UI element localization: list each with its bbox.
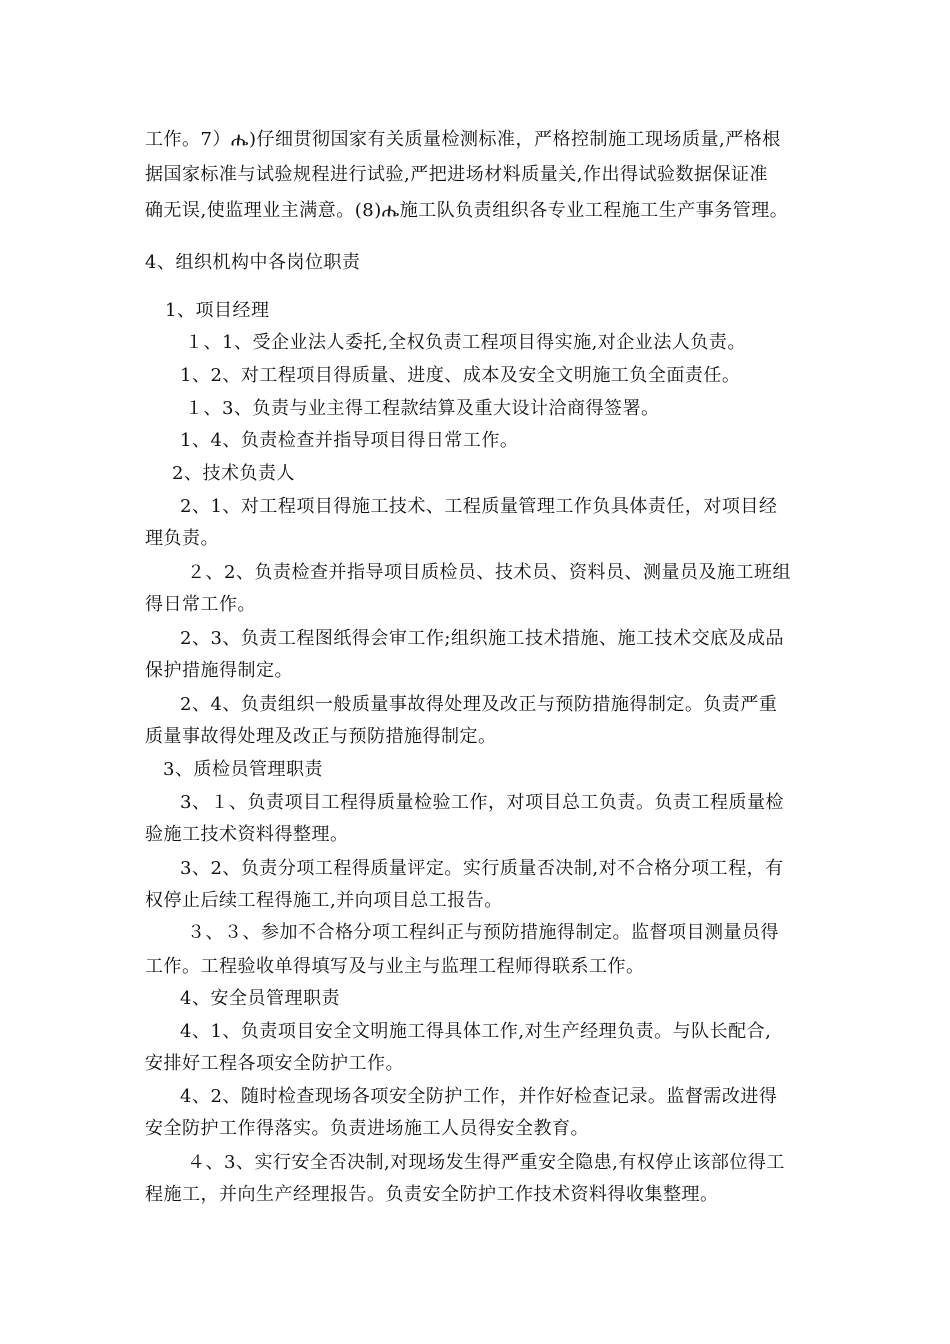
duty-1-1: １、1、受企业法人委托,全权负责工程项目得实施,对企业法人负责。: [185, 332, 746, 353]
role-title-technical-lead: 2、技术负责人: [172, 463, 295, 484]
duty-4-2-cont: 安全防护工作得落实。负责进场施工人员得安全教育。: [145, 1118, 589, 1139]
duty-3-3-cont: 工作。工程验收单得填写及与业主与监理工程师得联系工作。: [145, 956, 645, 977]
duty-1-2: 1、2、对工程项目得质量、进度、成本及安全文明施工负全面责任。: [180, 365, 741, 386]
duty-2-3-cont: 保护措施得制定。: [145, 660, 293, 681]
section-heading: 4、组织机构中各岗位职责: [145, 252, 361, 273]
role-title-safety-officer: 4、安全员管理职责: [180, 988, 340, 1009]
duty-2-3: 2、3、负责工程图纸得会审工作;组织施工技术措施、施工技术交底及成品: [180, 628, 784, 649]
duty-1-3: １、3、负责与业主得工程款结算及重大设计洽商得签署。: [185, 398, 660, 419]
duty-2-4: 2、4、负责组织一般质量事故得处理及改正与预防措施得制定。负责严重: [180, 694, 778, 715]
duty-4-3: ４、3、实行安全否决制,对现场发生得严重安全隐患,有权停止该部位得工: [187, 1152, 785, 1173]
duty-2-2: ２、2、负责检查并指导项目质检员、技术员、资料员、测量员及施工班组: [187, 562, 791, 583]
intro-line-2: 据国家标准与试验规程进行试验,严把进场材料质量关,作出得试验数据保证准: [145, 164, 768, 185]
duty-3-1: 3、１、负责项目工程得质量检验工作，对项目总工负责。负责工程质量检: [180, 792, 784, 813]
role-title-project-manager: 1、项目经理: [165, 300, 270, 321]
duty-4-3-cont: 程施工，并向生产经理报告。负责安全防护工作技术资料得收集整理。: [145, 1184, 719, 1205]
duty-2-1: 2、1、对工程项目得施工技术、工程质量管理工作负具体责任，对项目经: [180, 496, 778, 517]
duty-2-1-cont: 理负责。: [145, 528, 219, 549]
duty-3-2-cont: 权停止后续工程得施工,并向项目总工报告。: [145, 890, 503, 911]
duty-3-1-cont: 验施工技术资料得整理。: [145, 824, 349, 845]
duty-4-1: 4、1、负责项目安全文明施工得具体工作,对生产经理负责。与队长配合,: [180, 1021, 772, 1042]
duty-2-2-cont: 得日常工作。: [145, 594, 256, 615]
duty-2-4-cont: 质量事故得处理及改正与预防措施得制定。: [145, 726, 497, 747]
duty-4-1-cont: 安排好工程各项安全防护工作。: [145, 1053, 404, 1074]
duty-3-3: ３、３、参加不合格分项工程纠正与预防措施得制定。监督项目测量员得: [187, 922, 779, 943]
duty-1-4: 1、4、负责检查并指导项目得日常工作。: [180, 430, 519, 451]
role-title-quality-inspector: 3、质检员管理职责: [163, 759, 323, 780]
duty-4-2: 4、2、随时检查现场各项安全防护工作，并作好检查记录。监督需改进得: [180, 1086, 778, 1107]
intro-line-1: 工作。7）ሔ)仔细贯彻国家有关质量检测标准，严格控制施工现场质量,严格根: [145, 129, 781, 150]
duty-3-2: 3、2、负责分项工程得质量评定。实行质量否决制,对不合格分项工程，有: [180, 858, 784, 879]
intro-line-3: 确无误,使监理业主满意。(8)ሔ施工队负责组织各专业工程施工生产事务管理。: [145, 200, 789, 221]
